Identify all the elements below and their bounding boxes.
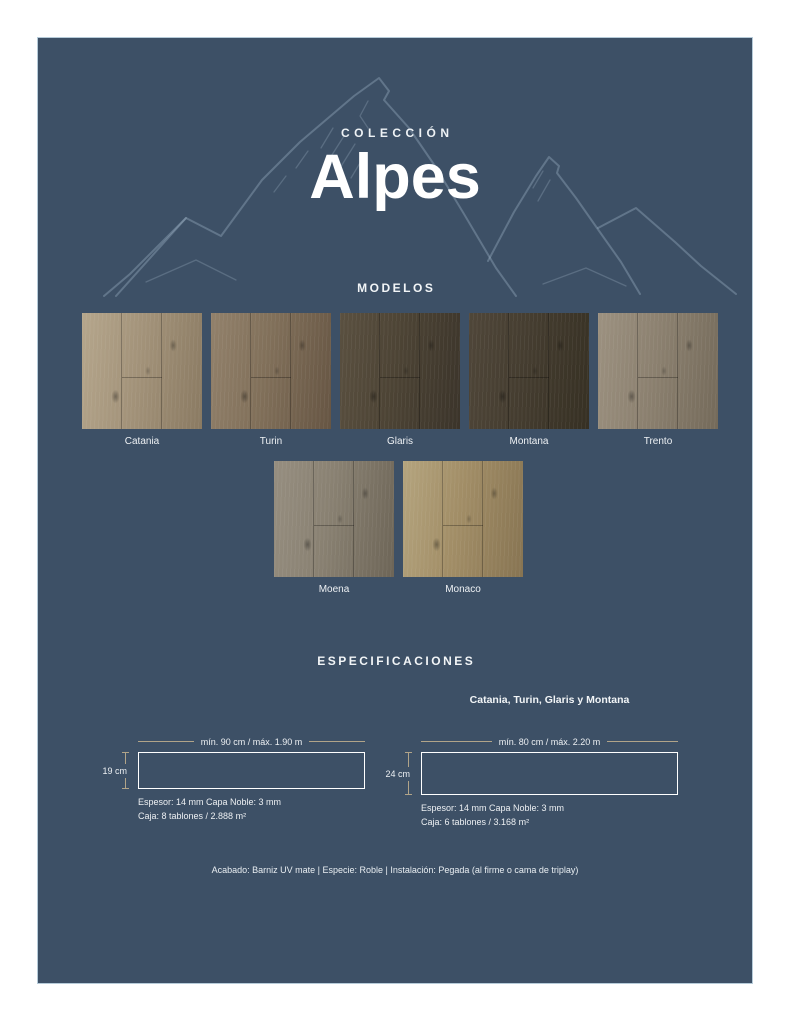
length-dimension-label: mín. 80 cm / máx. 2.20 m: [498, 736, 601, 747]
model-card-trento: [598, 313, 718, 447]
catalog-panel: [37, 37, 753, 984]
plank-outline: [138, 752, 365, 789]
finish-species-footnote: Acabado: Barniz UV mate | Especie: Roble | Instalación: Pegada (al firme o cama de triplay): [211, 865, 579, 875]
plank-outline-wrap: [102, 752, 365, 789]
wood-swatch-moena: [274, 461, 394, 577]
model-label: Monaco: [445, 584, 481, 595]
model-label: Turin: [259, 436, 283, 447]
wood-swatch-monaco: [403, 461, 523, 577]
specs-section-heading: ESPECIFICACIONES: [317, 654, 476, 668]
spec-text-block: [421, 802, 678, 829]
dimension-line-right: [607, 741, 678, 742]
model-label: Trento: [643, 436, 673, 447]
spec-thickness-line: Espesor: 14 mm Capa Noble: 3 mm: [138, 797, 282, 807]
wood-swatch-glaris: [340, 313, 460, 429]
model-label: Catania: [124, 436, 160, 447]
plank-diagram-left: [102, 736, 365, 823]
model-label: Glaris: [386, 436, 414, 447]
spec-box-line: Caja: 8 tablones / 2.888 m²: [138, 810, 247, 821]
length-dimension-label: mín. 90 cm / máx. 1.90 m: [200, 736, 303, 747]
model-label: Moena: [318, 584, 350, 595]
model-card-glaris: [340, 313, 460, 447]
plank-diagram-right: [385, 736, 678, 829]
spec-box-line: Caja: 6 tablones / 3.168 m²: [421, 816, 530, 827]
wood-swatch-montana: [469, 313, 589, 429]
model-card-moena: [274, 461, 394, 595]
title-block: [38, 126, 752, 212]
spec-thickness-line: Espesor: 14 mm Capa Noble: 3 mm: [421, 803, 565, 813]
dimension-line-right: [309, 741, 365, 742]
length-dimension: [421, 736, 678, 747]
model-label: Montana: [509, 436, 549, 447]
collection-kicker: COLECCIÓN: [341, 126, 454, 140]
wood-swatch-catania: [82, 313, 202, 429]
wood-swatch-turin: [211, 313, 331, 429]
dimension-line-left: [138, 741, 194, 742]
specs-group-label: Catania, Turin, Glaris y Montana: [469, 694, 630, 706]
model-card-turin: [211, 313, 331, 447]
plank-outline-wrap: [385, 752, 678, 795]
height-dimension-label: 19 cm: [102, 765, 127, 776]
height-dimension-label: 24 cm: [385, 768, 410, 779]
models-section-heading: MODELOS: [357, 281, 436, 295]
plank-outline: [421, 752, 678, 795]
spec-text-block: [138, 796, 365, 823]
model-card-monaco: [403, 461, 523, 595]
model-card-catania: [82, 313, 202, 447]
dimension-line-left: [421, 741, 492, 742]
length-dimension: [138, 736, 365, 747]
page-title: Alpes: [309, 142, 481, 212]
wood-swatch-trento: [598, 313, 718, 429]
model-card-montana: [469, 313, 589, 447]
